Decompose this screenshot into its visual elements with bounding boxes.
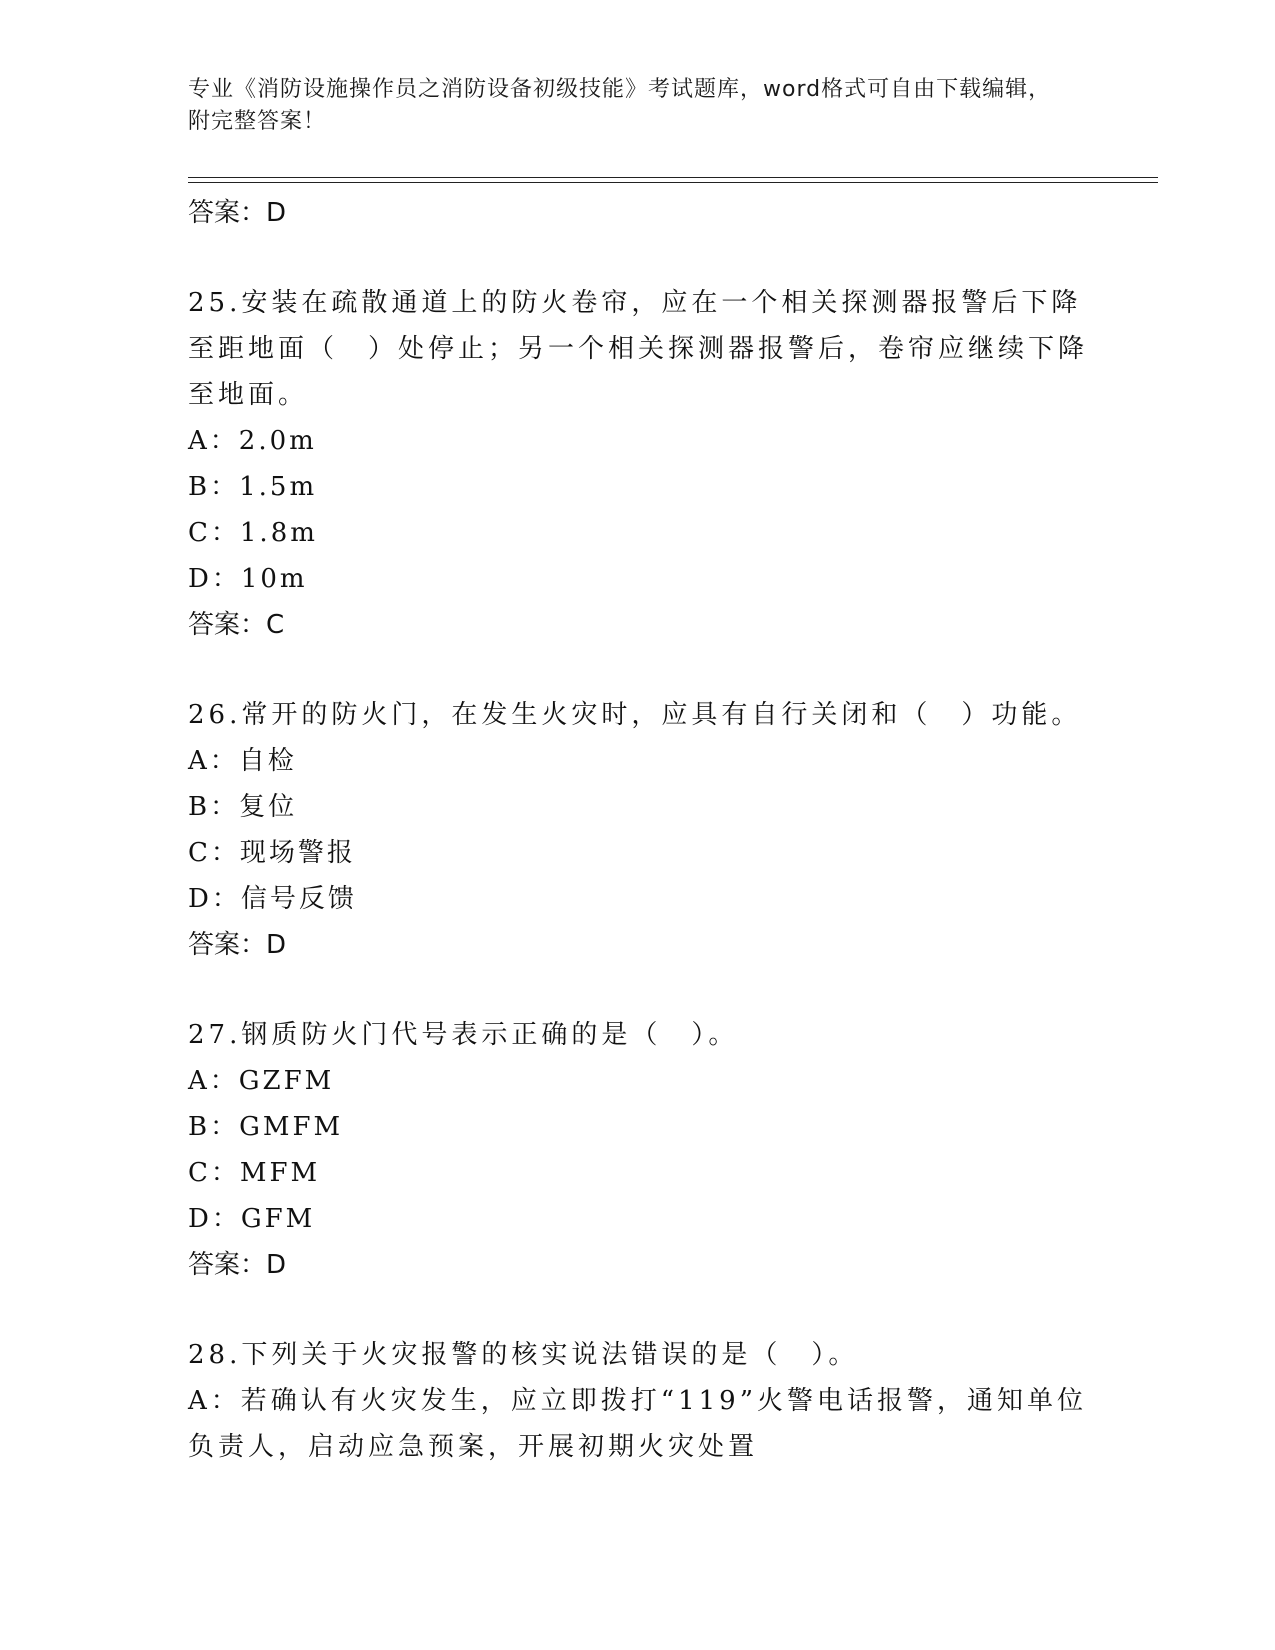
header-divider-bottom (188, 182, 1158, 183)
question-25-option-c: C：1.8m (188, 518, 318, 548)
document-header: 专业《消防设施操作员之消防设备初级技能》考试题库，word格式可自由下载编辑，附完整答案！ (188, 77, 1052, 134)
question-27-option-d: D：GFM (188, 1204, 316, 1234)
question-27-option-c: C：MFM (188, 1158, 321, 1188)
question-26-option-a: A：自检 (188, 746, 297, 776)
question-25-option-b: B：1.5m (188, 472, 318, 502)
question-27-answer: 答案：D (188, 1250, 287, 1280)
question-25-text: 25.安装在疏散通道上的防火卷帘，应在一个相关探测器报警后下降至距地面（ ）处停止；另一个相关探测器报警后，卷帘应继续下降至地面。 (188, 288, 1089, 410)
question-26-option-c: C：现场警报 (188, 838, 356, 868)
question-27 (188, 1012, 1088, 1288)
question-26-option-b: B：复位 (188, 792, 298, 822)
question-26-text: 26.常开的防火门，在发生火灾时，应具有自行关闭和（ ）功能。 (188, 700, 1082, 730)
question-content (188, 190, 1088, 1470)
question-27-option-b: B：GMFM (188, 1112, 344, 1142)
question-26 (188, 692, 1088, 968)
question-25-answer: 答案：C (188, 610, 285, 640)
question-25-option-d: D：10m (188, 564, 308, 594)
header-divider-top (188, 177, 1158, 178)
answer-q24: 答案：D (188, 198, 287, 228)
question-25-option-a: A：2.0m (188, 426, 317, 456)
question-26-answer: 答案：D (188, 930, 287, 960)
question-27-text: 27.钢质防火门代号表示正确的是（ ）。 (188, 1020, 739, 1050)
question-28-text: 28.下列关于火灾报警的核实说法错误的是（ ）。 (188, 1340, 859, 1370)
question-28 (188, 1332, 1088, 1470)
question-25 (188, 280, 1088, 648)
question-27-option-a: A：GZFM (188, 1066, 335, 1096)
question-28-option-a: A：若确认有火灾发生，应立即拨打“119”火警电话报警，通知单位负责人，启动应急预案，开展初期火灾处置 (188, 1386, 1087, 1462)
question-26-option-d: D：信号反馈 (188, 884, 357, 914)
